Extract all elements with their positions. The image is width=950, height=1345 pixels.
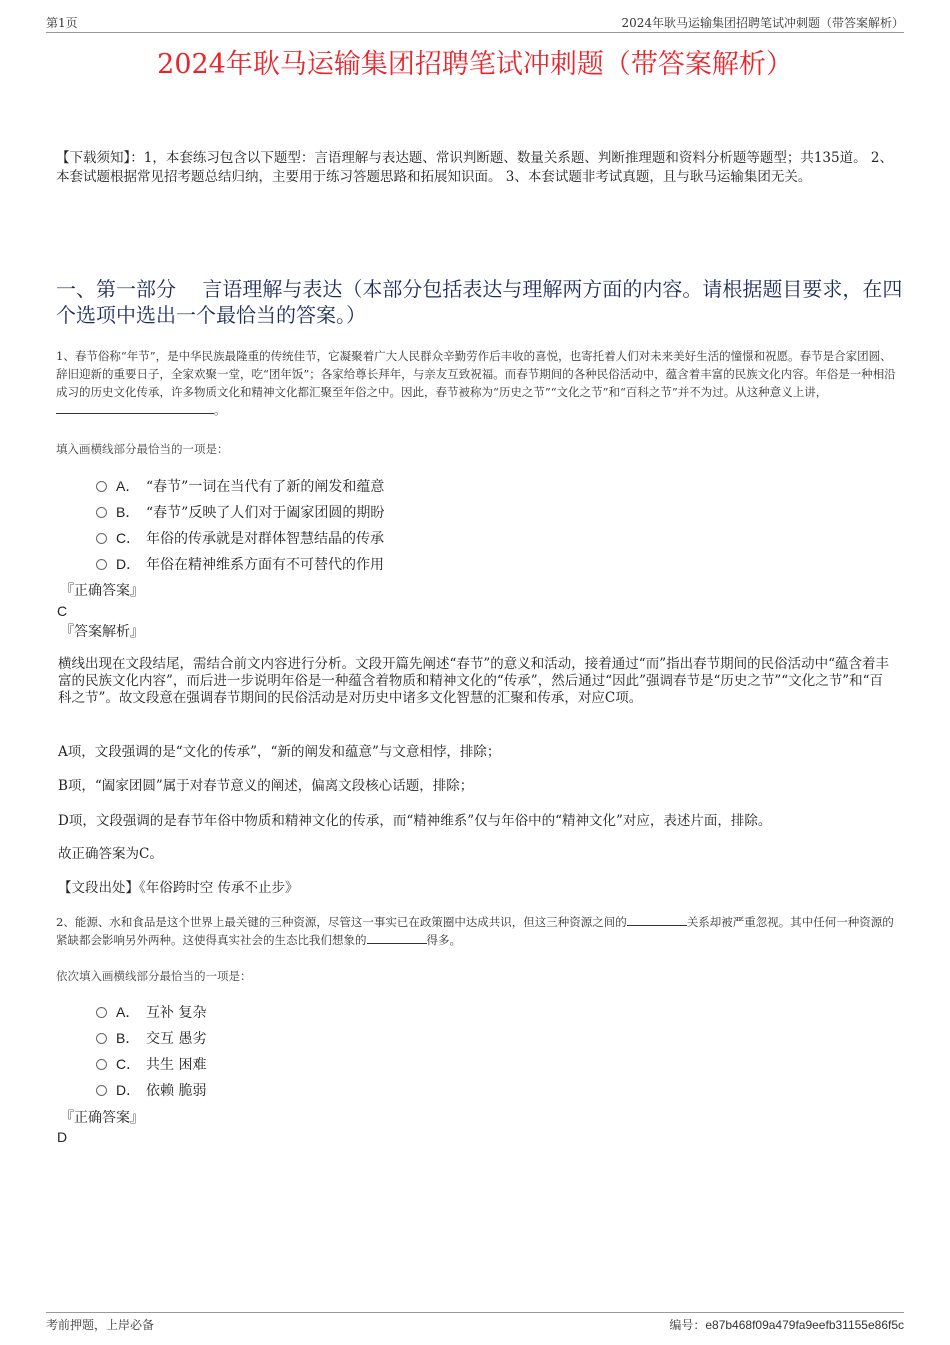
analysis-conclusion: 故正确答案为C。 [58, 846, 163, 862]
page-header [46, 14, 904, 33]
analysis-label: 『答案解析』 [60, 624, 144, 640]
page-footer [46, 1312, 904, 1333]
radio-icon[interactable] [96, 1033, 107, 1044]
answer-blank [367, 931, 427, 944]
radio-icon[interactable] [96, 1007, 107, 1018]
footer-slogan: 考前押题，上岸必备 [46, 1318, 155, 1332]
answer-blank [56, 401, 214, 414]
correct-answer-value: D [57, 1129, 68, 1145]
question-1-option-d[interactable]: D． 年俗在精神维系方面有不可替代的作用 [96, 554, 384, 574]
correct-answer-label: 『正确答案』 [60, 583, 144, 599]
question-2-stem: 2、能源、水和食品是这个世界上最关键的三种资源，尽管这一事实已在政策圈中达成共识，但这三种资源之间的 关系却被严重忽视。其中任何一种资源的紧缺都会影响另外两种。这使得真实社会的生态比我们想象的 得多。 [56, 915, 894, 947]
header-doc-title: 2024年耿马运输集团招聘笔试冲刺题（带答案解析） [621, 16, 904, 30]
analysis-option-d: D项，文段强调的是春节年俗中物质和精神文化的传承，而“精神维系”仅与年俗中的“精神文化”对应，表述片面，排除。 [58, 813, 772, 829]
radio-icon[interactable] [96, 559, 107, 570]
question-1-option-c[interactable]: C． 年俗的传承就是对群体智慧结晶的传承 [96, 528, 384, 548]
analysis-paragraph: 横线出现在文段结尾，需结合前文内容进行分析。文段开篇先阐述“春节”的意义和活动，接着通过“而”指出春节期间的民俗活动中“蕴含着丰富的民族文化内容”，而后进一步说明年俗是一种蕴含着物质和精神文化的“传承”，然后通过“因此”强调春节是“历史之节”“文化之节”和“百科之节”。故文段意在强调春节期间的民俗活动是对历史中诸多文化智慧的汇聚和传承，对应C项。 [58, 656, 890, 706]
radio-icon[interactable] [96, 1059, 107, 1070]
radio-icon[interactable] [96, 1085, 107, 1096]
question-2-prompt: 依次填入画横线部分最恰当的一项是： [56, 969, 252, 983]
question-2-option-c[interactable]: C． 共生 困难 [96, 1054, 206, 1074]
question-2-option-a[interactable]: A． 互补 复杂 [96, 1002, 206, 1022]
download-notice: 【下载须知】：1，本套练习包含以下题型：言语理解与表达题、常识判断题、数量关系题、判断推理题和资料分析题等题型；共135道。 2、本套试题根据常见招考题总结归纳，主要用于练习答题思路和拓展知识面。 3、本套试题非考试真题，且与耿马运输集团无关。 [56, 150, 893, 185]
question-2-option-d[interactable]: D． 依赖 脆弱 [96, 1080, 206, 1100]
radio-icon[interactable] [96, 481, 107, 492]
document-title: 2024年耿马运输集团招聘笔试冲刺题（带答案解析） [157, 49, 793, 80]
radio-icon[interactable] [96, 533, 107, 544]
analysis-option-b: B项，“阖家团圆”属于对春节意义的阐述，偏离文段核心话题，排除； [58, 778, 474, 794]
answer-blank [627, 913, 687, 926]
question-1-prompt: 填入画横线部分最恰当的一项是： [56, 442, 229, 456]
document-code: 编号：e87b468f09a479fa9eefb31155e86f5c [669, 1318, 904, 1332]
correct-answer-value: C [57, 603, 68, 619]
section-heading: 一、第一部分 言语理解与表达（本部分包括表达与理解两方面的内容。请根据题目要求，在四个选项中选出一个最恰当的答案。） [56, 277, 903, 327]
radio-icon[interactable] [96, 507, 107, 518]
passage-source: 【文段出处】《年俗跨时空 传承不止步》 [58, 880, 299, 896]
question-1-option-a[interactable]: A． “春节”一词在当代有了新的阐发和蕴意 [96, 476, 384, 496]
page-number: 第1页 [46, 16, 78, 30]
correct-answer-label: 『正确答案』 [60, 1110, 144, 1126]
analysis-option-a: A项，文段强调的是“文化的传承”，“新的阐发和蕴意”与文意相悖，排除； [58, 744, 501, 760]
question-1-stem: 1、春节俗称“年节”，是中华民族最隆重的传统佳节，它凝聚着广大人民群众辛勤劳作后丰收的喜悦，也寄托着人们对未来美好生活的憧憬和祝愿。春节是合家团圆、辞旧迎新的重要日子，全家欢聚一堂，吃“团年饭”；各家给尊长拜年，与亲友互致祝福。而春节期间的各种民俗活动中，蕴含着丰富的民族文化内容。年俗是一种相沿成习的历史文化传承，许多物质文化和精神文化都汇聚至年俗之中。因此，春节被称为“历史之节”“文化之节”和“百科之节”并不为过。从这种意义上讲，。 [56, 349, 896, 417]
question-1-option-b[interactable]: B． “春节”反映了人们对于阖家团圆的期盼 [96, 502, 384, 522]
question-2-option-b[interactable]: B． 交互 愚劣 [96, 1028, 206, 1048]
